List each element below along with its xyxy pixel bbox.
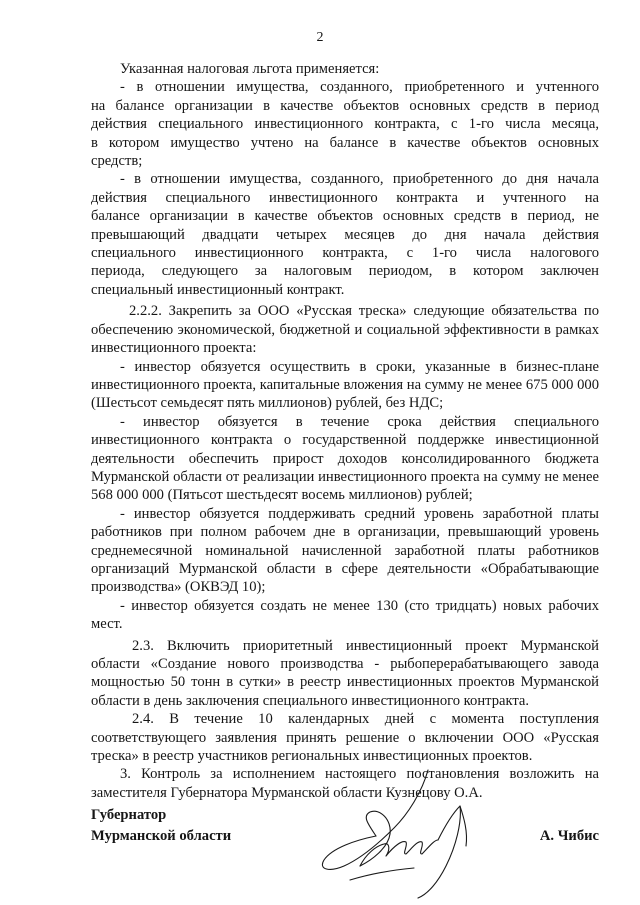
line: инвестиционного проекта: [91,340,257,357]
line: на балансе организации в качестве объектов основных средств в период [91,97,599,114]
page-number: 2 [316,30,324,45]
line: - инвестор обязуется создать не менее 130 (сто тридцать) новых рабочих [120,597,599,614]
line: мест. [91,616,123,633]
line: превышающий двадцати четырех месяцев до дня начала действия [91,226,599,243]
paragraph-obligation-2 [91,413,599,505]
line: 2.3. Включить приоритетный инвестиционный проект Мурманской [132,637,599,654]
line: области в день заключения специального инвестиционного контракта. [91,692,530,709]
line: специального инвестиционного контракта, с 1-го числа налогового [91,245,599,262]
line: 2.4. В течение 10 календарных дней с момента поступления [132,711,599,728]
paragraph-bullet-2 [91,170,599,299]
line: соответствующего заявления принять решение о включении ООО «Русская [91,729,599,746]
line: работников при полном рабочем дне в организации, превышающий уровень [91,524,599,541]
line: треска» в реестр участников региональных инвестиционных проектов. [91,748,533,765]
line: деятельности обеспечить прирост доходов консолидированного бюджета [91,450,599,467]
line: периода, следующего за налоговым периодом, в котором заключен [91,263,599,280]
line: 3. Контроль за исполнением настоящего постановления возложить на [120,766,599,783]
line: обеспечению экономической, бюджетной и социальной эффективности в рамках [91,321,599,338]
line: заместителя Губернатора Мурманской области Кузнецову О.А. [91,784,483,801]
line: - инвестор обязуется осуществить в сроки, указанные в бизнес-плане [120,358,599,375]
signatory-name: А. Чибис [539,828,599,844]
line: - инвестор обязуется поддерживать средний уровень заработной платы [120,505,599,522]
handwritten-signature [310,762,490,902]
line: производства» (ОКВЭД 10); [91,579,266,596]
paragraph-obligation-1 [91,358,599,413]
line: - в отношении имущества, созданного, приобретенного и учтенного [120,79,599,96]
signatory-region: Мурманской области [91,828,232,844]
line: мощностью 50 тонн в сутки» в реестр инвестиционных проектов Мурманской [91,674,599,691]
line: (Шестьсот семьдесят пять миллионов) рублей, без НДС; [91,395,444,412]
line: Мурманской области от реализации инвестиционного проекта на сумму не менее [91,468,599,485]
paragraph-bullet-1 [91,78,599,170]
line: Указанная налоговая льгота применяется: [120,61,380,77]
line: 568 000 000 (Пятьсот шестьдесят восемь миллионов) рублей; [91,487,473,504]
paragraph-obligation-4 [91,597,599,634]
signatory-title: Губернатор [91,807,167,823]
line: балансе организации в качестве объектов основных средств в период, не [91,208,599,225]
line: в котором имущество учтено на балансе в качестве объектов основных [91,134,599,151]
line: области «Создание нового производства - рыбоперерабатывающего завода [91,656,599,672]
line: - в отношении имущества, созданного, приобретенного до дня начала [120,171,599,188]
line: действия специального инвестиционного контракта и учтенного на [91,189,599,206]
line: среднемесячной номинальной начисленной заработной платы работников [91,542,599,559]
paragraph-clause-2-3 [91,637,599,711]
line: - инвестор обязуется в течение срока действия специального [120,413,599,430]
line: инвестиционного контракта о государственной поддержке инвестиционной [91,432,599,449]
paragraph-intro [91,60,599,78]
line: инвестиционного проекта, капитальные вложения на сумму не менее 675 000 000 [91,376,599,393]
line: организаций Мурманской области в сфере деятельности «Обрабатывающие [91,560,599,577]
paragraph-obligation-3 [91,505,599,597]
line: действия специального инвестиционного контракта, с 1-го числа месяца, [91,116,599,133]
line: специальный инвестиционный контракт. [91,281,345,298]
paragraph-clause-2-2-2 [91,302,599,357]
line: 2.2.2. Закрепить за ООО «Русская треска» следующие обязательства по [129,303,599,320]
document-body [91,60,599,802]
paragraph-clause-2-4 [91,710,599,765]
line: средств; [91,153,143,170]
